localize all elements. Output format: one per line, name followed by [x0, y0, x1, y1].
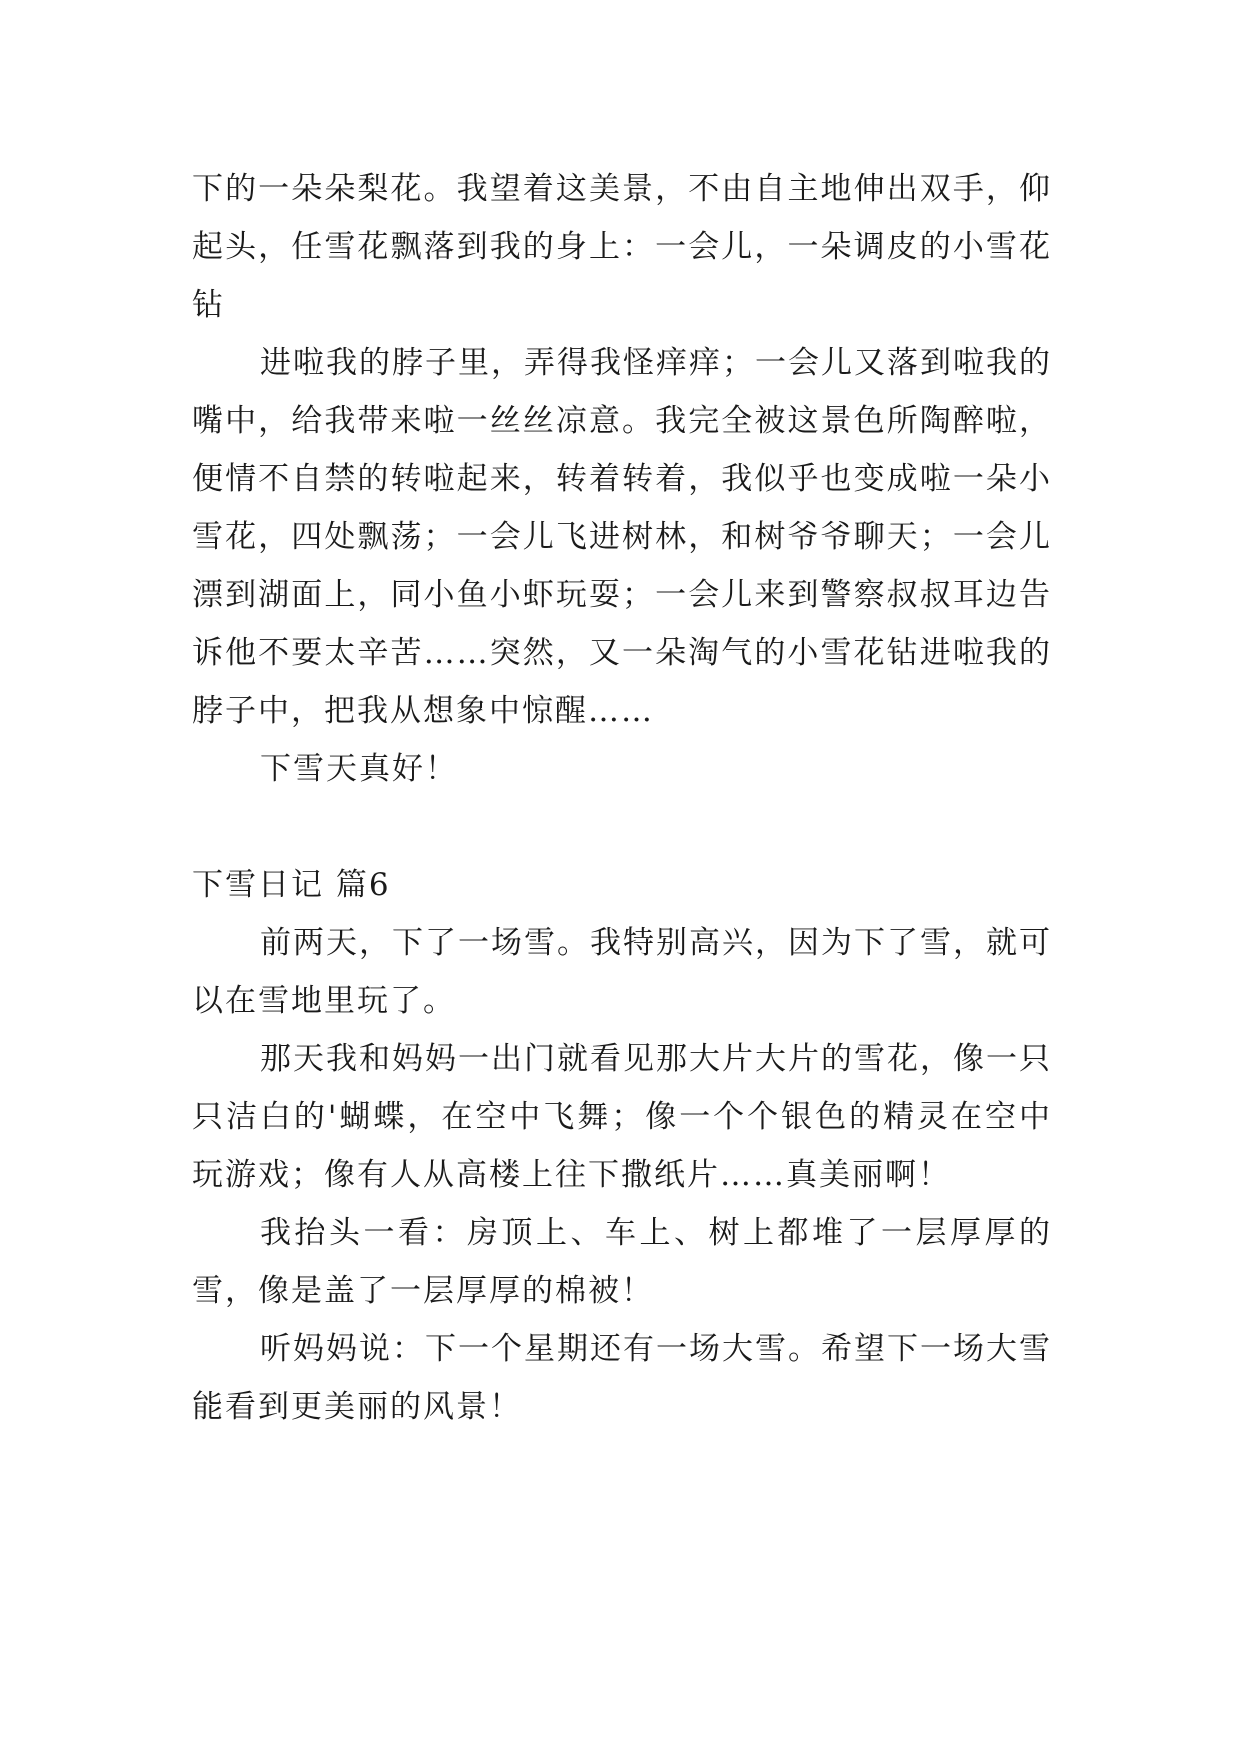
section-title: 下雪日记 篇6: [192, 867, 391, 903]
paragraph: 那天我和妈妈一出门就看见那大片大片的雪花，像一只只洁白的'蝴蝶，在空中飞舞；像一个个银色的精灵在空中玩游戏；像有人从高楼上往下撒纸片……真美丽啊！: [192, 1041, 1052, 1193]
paragraph: 进啦我的脖子里，弄得我怪痒痒；一会儿又落到啦我的嘴中，给我带来啦一丝丝凉意。我完全被这景色所陶醉啦，便情不自禁的转啦起来，转着转着，我似乎也变成啦一朵小雪花，四处飘荡；一会儿飞进树林，和树爷爷聊天；一会儿漂到湖面上，同小鱼小虾玩耍；一会儿来到警察叔叔耳边告诉他不要太辛苦……突然，又一朵淘气的小雪花钻进啦我的脖子中，把我从想象中惊醒……: [192, 345, 1052, 729]
continued-paragraph: 下的一朵朵梨花。我望着这美景，不由自主地伸出双手，仰起头，任雪花飘落到我的身上：一会儿，一朵调皮的小雪花钻: [192, 171, 1052, 323]
paragraph: 听妈妈说：下一个星期还有一场大雪。希望下一场大雪能看到更美丽的风景！: [192, 1331, 1052, 1425]
document-page: [192, 160, 1052, 1436]
paragraph: 我抬头一看：房顶上、车上、树上都堆了一层厚厚的雪，像是盖了一层厚厚的棉被！: [192, 1215, 1052, 1309]
paragraph: 下雪天真好！: [260, 751, 458, 787]
paragraph: 前两天，下了一场雪。我特别高兴，因为下了雪，就可以在雪地里玩了。: [192, 925, 1052, 1019]
